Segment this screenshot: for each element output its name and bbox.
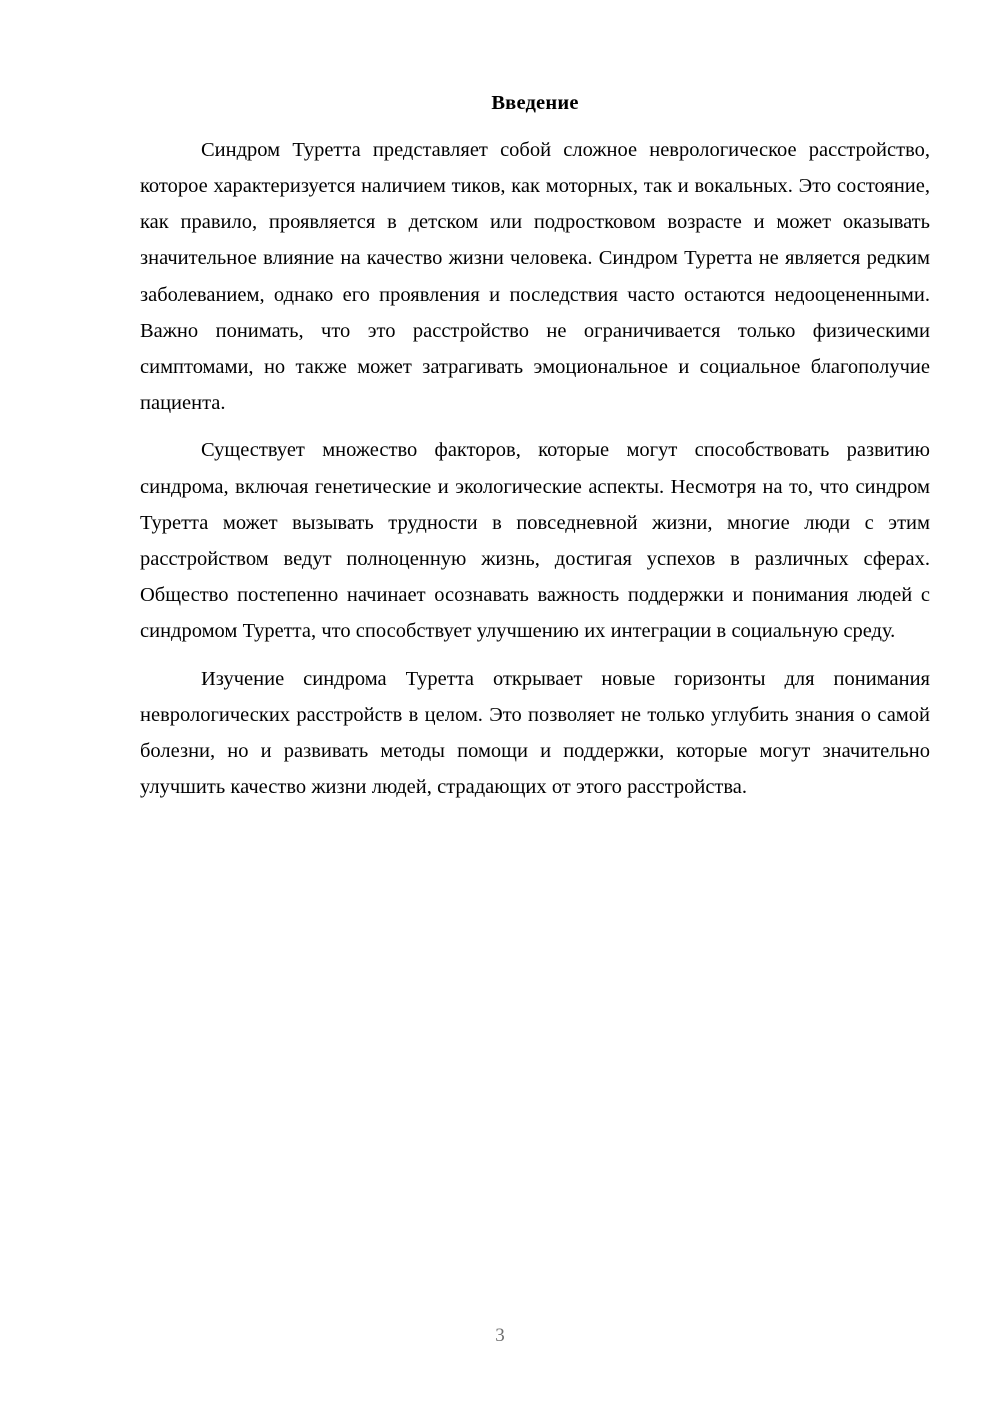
page-number-footer: 3 <box>495 1325 505 1346</box>
page-title: Введение <box>491 92 579 114</box>
page-content-block <box>140 88 930 805</box>
body-paragraph-3: Изучение синдрома Туретта открывает новые горизонты для понимания неврологических расстройств в целом. Это позволяет не только углубить знания о самой болезни, но и развивать методы помощи и поддержки, которые могут значительно улучшить качество жизни людей, страдающих от этого расстройства. <box>140 667 930 799</box>
body-paragraph-1: Синдром Туретта представляет собой сложное неврологическое расстройство, которое характеризуется наличием тиков, как моторных, так и вокальных. Это состояние, как правило, проявляется в детском или подростковом возрасте и может оказывать значительное влияние на качество жизни человека. Синдром Туретта не является редким заболеванием, однако его проявления и последствия часто остаются недооцененными. Важно понимать, что это расстройство не ограничивается только физическими симптомами, но также может затрагивать эмоциональное и социальное благополучие пациента. <box>140 138 930 415</box>
body-paragraph-2: Существует множество факторов, которые могут способствовать развитию синдрома, включая генетические и экологические аспекты. Несмотря на то, что синдром Туретта может вызывать трудности в повседневной жизни, многие люди с этим расстройством ведут полноценную жизнь, достигая успехов в различных сферах. Общество постепенно начинает осознавать важность поддержки и понимания людей с синдромом Туретта, что способствует улучшению их интеграции в социальную среду. <box>140 439 930 643</box>
